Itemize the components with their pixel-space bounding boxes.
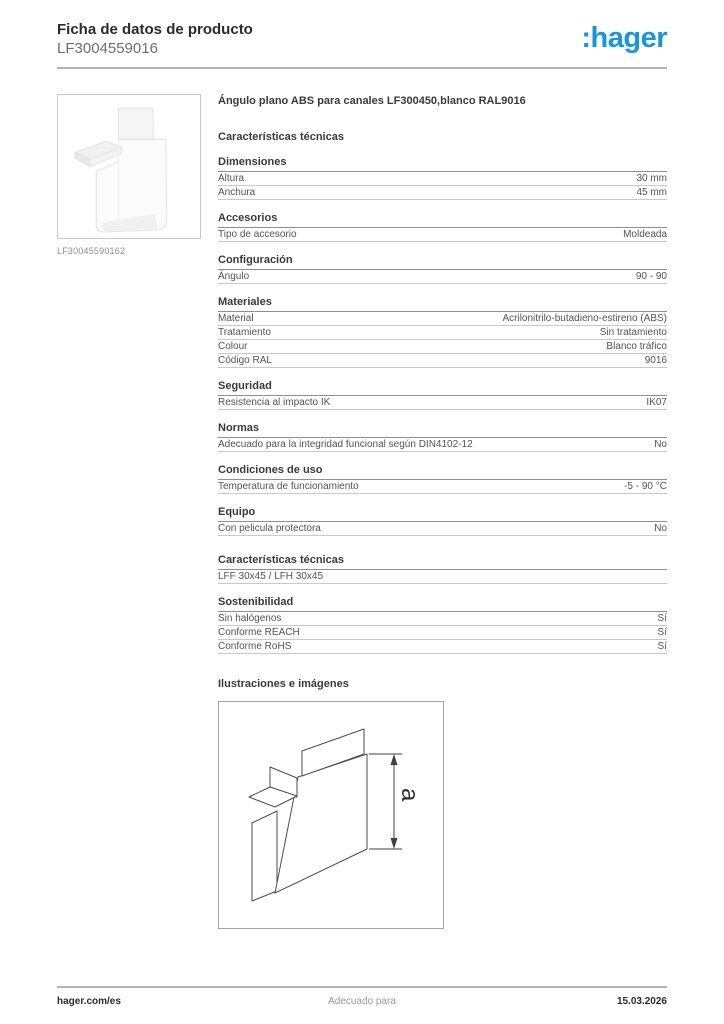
dimension-label: a [396,788,423,802]
spec-value: Sí [657,641,667,652]
spec-value: No [654,439,667,450]
spec-section [218,506,667,536]
footer-date: 15.03.2026 [616,996,667,1007]
spec-label: Sin halógenos [218,613,282,624]
spec-label: Temperatura de funcionamiento [218,481,359,492]
section-heading: Sostenibilidad [218,596,667,612]
spec-value: Acrilonitrilo-butadieno-estireno (ABS) [502,313,667,324]
page-body [0,69,724,929]
spec-row [218,438,667,452]
header-text-block [57,20,253,58]
spec-label: Resistencia al impacto IK [218,397,331,408]
spec-sections [218,156,667,536]
spec-value: -5 - 90 °C [624,481,667,492]
spec-row [218,640,667,654]
spec-row [218,612,667,626]
technical-characteristics-heading: Características técnicas [218,131,344,143]
secondary-sections [218,554,667,654]
section-heading: Condiciones de uso [218,464,667,480]
spec-row [218,172,667,186]
dimension-drawing-graphic [219,702,443,928]
spec-value: 30 mm [636,173,667,184]
spec-row [218,228,667,242]
section-heading: Seguridad [218,380,667,396]
spec-label: Adecuado para la integridad funcional según DIN4102-12 [218,439,473,450]
spec-row [218,270,667,284]
technical-drawing [218,701,444,929]
spec-label: Altura [218,173,245,184]
spec-row [218,396,667,410]
section-heading: Materiales [218,296,667,312]
spec-row [218,480,667,494]
spec-row [218,626,667,640]
spec-row [218,340,667,354]
product-photo-graphic [58,95,200,238]
page-header [0,0,724,58]
spec-label: Ángulo [218,271,250,282]
section-heading: Equipo [218,506,667,522]
footer-center-text: Adecuado para [328,996,396,1007]
spec-label: Tipo de accesorio [218,229,297,240]
spec-value: 45 mm [636,187,667,198]
spec-value: No [654,523,667,534]
illustrations-heading: Ilustraciones e imágenes [218,678,349,690]
footer-row [57,996,667,1008]
spec-section [218,296,667,368]
spec-label: Conforme REACH [218,627,300,638]
spec-section [218,380,667,410]
document-title: Ficha de datos de producto [57,21,253,38]
spec-section [218,554,667,584]
spec-value: Sí [657,627,667,638]
spec-row [218,312,667,326]
footer-website-link[interactable]: hager.com/es [57,996,121,1007]
spec-section [218,254,667,284]
spec-label: Conforme RoHS [218,641,292,652]
spec-section [218,422,667,452]
spec-label: Anchura [218,187,256,198]
spec-label: Con pelicula protectora [218,523,321,534]
product-title: Ángulo plano ABS para canales LF300450,blanco RAL9016 [218,95,526,107]
main-content [218,95,667,929]
spec-value: Sin tratamiento [599,327,667,338]
spec-value: 9016 [644,355,667,366]
page-footer [57,986,667,1008]
spec-label: LFF 30x45 / LFH 30x45 [218,571,324,582]
section-heading: Normas [218,422,667,438]
spec-label: Código RAL [218,355,272,366]
spec-value: 90 - 90 [635,271,667,282]
section-heading: Características técnicas [218,554,667,570]
hager-logo: :hager [581,22,667,54]
spec-value: Moldeada [623,229,667,240]
spec-section [218,212,667,242]
product-image-caption: LF30045590162 [57,246,126,256]
spec-value: Blanco tráfico [606,341,667,352]
spec-section [218,596,667,654]
section-heading: Accesorios [218,212,667,228]
section-heading: Configuración [218,254,667,270]
spec-row [218,570,667,584]
spec-value: IK07 [646,397,667,408]
spec-row [218,522,667,536]
spec-section [218,156,667,200]
spec-label: Tratamiento [218,327,271,338]
spec-row [218,186,667,200]
spec-value: Sí [657,613,667,624]
spec-label: Material [218,313,254,324]
product-reference: LF3004559016 [57,40,158,57]
spec-row [218,354,667,368]
product-image-panel [57,94,202,256]
spec-row [218,326,667,340]
spec-label: Colour [218,341,248,352]
spec-section [218,464,667,494]
section-heading: Dimensiones [218,156,667,172]
product-image [57,94,201,239]
